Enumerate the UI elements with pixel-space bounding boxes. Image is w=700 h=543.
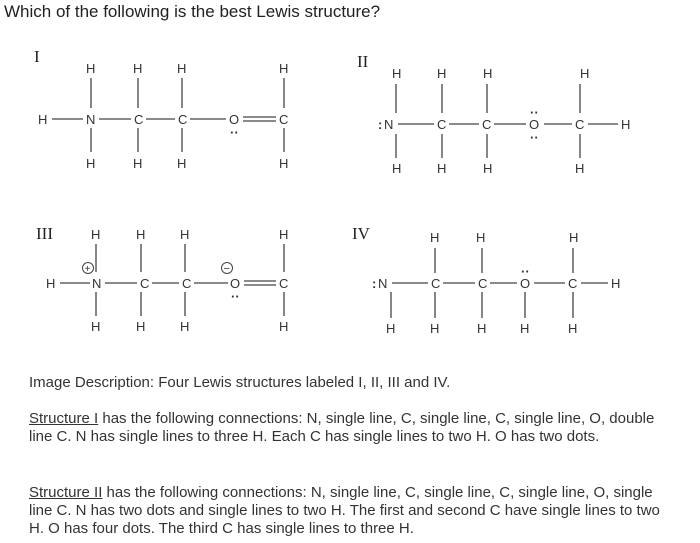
atom-symbol: H [91, 227, 101, 242]
atom-symbol: H [483, 66, 493, 81]
atom-symbol: H [430, 321, 440, 336]
atom-symbol: H [177, 61, 187, 76]
label-structure-4: IV [352, 224, 370, 243]
structure-2-description-lead: Structure II [29, 484, 103, 501]
atom-symbol: H [38, 112, 48, 127]
lone-pair-dots: : [372, 276, 377, 291]
structure-1 [34, 47, 288, 171]
atom-symbol: H [180, 319, 190, 334]
atom-symbol: H [279, 156, 289, 171]
atom-symbol: N [384, 117, 394, 132]
atom-symbol: C [478, 276, 488, 291]
atom-symbol: H [91, 319, 101, 334]
atom-symbol: H [621, 117, 631, 132]
atom-symbol: H [177, 156, 187, 171]
atom-symbol: H [392, 161, 402, 176]
atom-symbol: H [86, 61, 96, 76]
atom-symbol: H [437, 161, 447, 176]
structure-1-description [29, 410, 669, 446]
atom-symbol: O [520, 276, 531, 291]
atom-symbol: H [520, 321, 530, 336]
lone-pair-dots: ·· [231, 289, 240, 304]
lone-pair-dots: ·· [530, 105, 539, 120]
atom-symbol: C [182, 276, 192, 291]
atom-symbol: C [279, 112, 289, 127]
atom-symbol: C [279, 276, 289, 291]
atom-symbol: C [134, 112, 144, 127]
atom-symbol: O [229, 112, 240, 127]
image-description-title: Image Description: Four Lewis structures labeled I, II, III and IV. [29, 374, 451, 391]
atom-symbol: H [86, 156, 96, 171]
atom-symbol: H [477, 321, 487, 336]
structure-1-description-body: has the following connections: N, single line, C, single line, C, single line, O, double line C. N has single lines to three H. Each C has single lines to two H. O has two dots. [29, 410, 655, 445]
atom-symbol: N [378, 276, 388, 291]
lone-pair-dots: ·· [230, 125, 239, 140]
label-structure-2: II [357, 52, 369, 71]
lone-pair-dots: ·· [521, 264, 530, 279]
atom-symbol: O [230, 276, 241, 291]
structure-2-description [29, 484, 669, 538]
label-structure-3: III [36, 224, 53, 243]
atom-symbol: C [178, 112, 188, 127]
atom-symbol: − [223, 263, 230, 275]
structure-3 [36, 224, 288, 334]
atom-symbol: H [430, 230, 440, 245]
atom-symbol: C [437, 117, 447, 132]
atom-symbol: N [86, 112, 96, 127]
structure-4 [352, 224, 620, 336]
lone-pair-dots: : [378, 117, 383, 132]
atom-symbol: H [611, 276, 621, 291]
atom-symbol: H [279, 227, 289, 242]
structure-1-description-lead: Structure I [29, 410, 99, 427]
question-text: Which of the following is the best Lewis structure? [4, 2, 381, 21]
atom-symbol: H [279, 319, 289, 334]
atom-symbol: C [575, 117, 585, 132]
atom-symbol: H [386, 321, 396, 336]
atom-symbol: H [392, 66, 402, 81]
atom-symbol: H [575, 161, 585, 176]
atom-symbol: H [136, 227, 146, 242]
structure-2 [357, 52, 630, 176]
atom-symbol: C [431, 276, 441, 291]
atom-symbol: H [483, 161, 493, 176]
atom-symbol: H [580, 66, 590, 81]
atom-symbol: H [133, 61, 143, 76]
atom-symbol: C [568, 276, 578, 291]
atom-symbol: H [279, 61, 289, 76]
atom-symbol: H [46, 276, 56, 291]
structure-2-description-body: has the following connections: N, single line, C, single line, C, single line, O, single line C. N has two dots and single lines to two H. The first and second C have single lines to two H. O has four dots. The third C has single lines to three H. [29, 484, 660, 537]
atom-symbol: N [92, 276, 102, 291]
atom-symbol: C [482, 117, 492, 132]
atom-symbol: H [133, 156, 143, 171]
atom-symbol: H [569, 230, 579, 245]
atom-symbol: H [437, 66, 447, 81]
atom-symbol: H [136, 319, 146, 334]
atom-symbol: H [180, 227, 190, 242]
atom-symbol: C [140, 276, 150, 291]
atom-symbol: H [568, 321, 578, 336]
atom-symbol: H [476, 230, 486, 245]
label-structure-1: I [34, 47, 40, 66]
atom-symbol: + [84, 264, 91, 275]
lone-pair-dots: ·· [530, 130, 539, 145]
atom-symbol: O [529, 117, 540, 132]
